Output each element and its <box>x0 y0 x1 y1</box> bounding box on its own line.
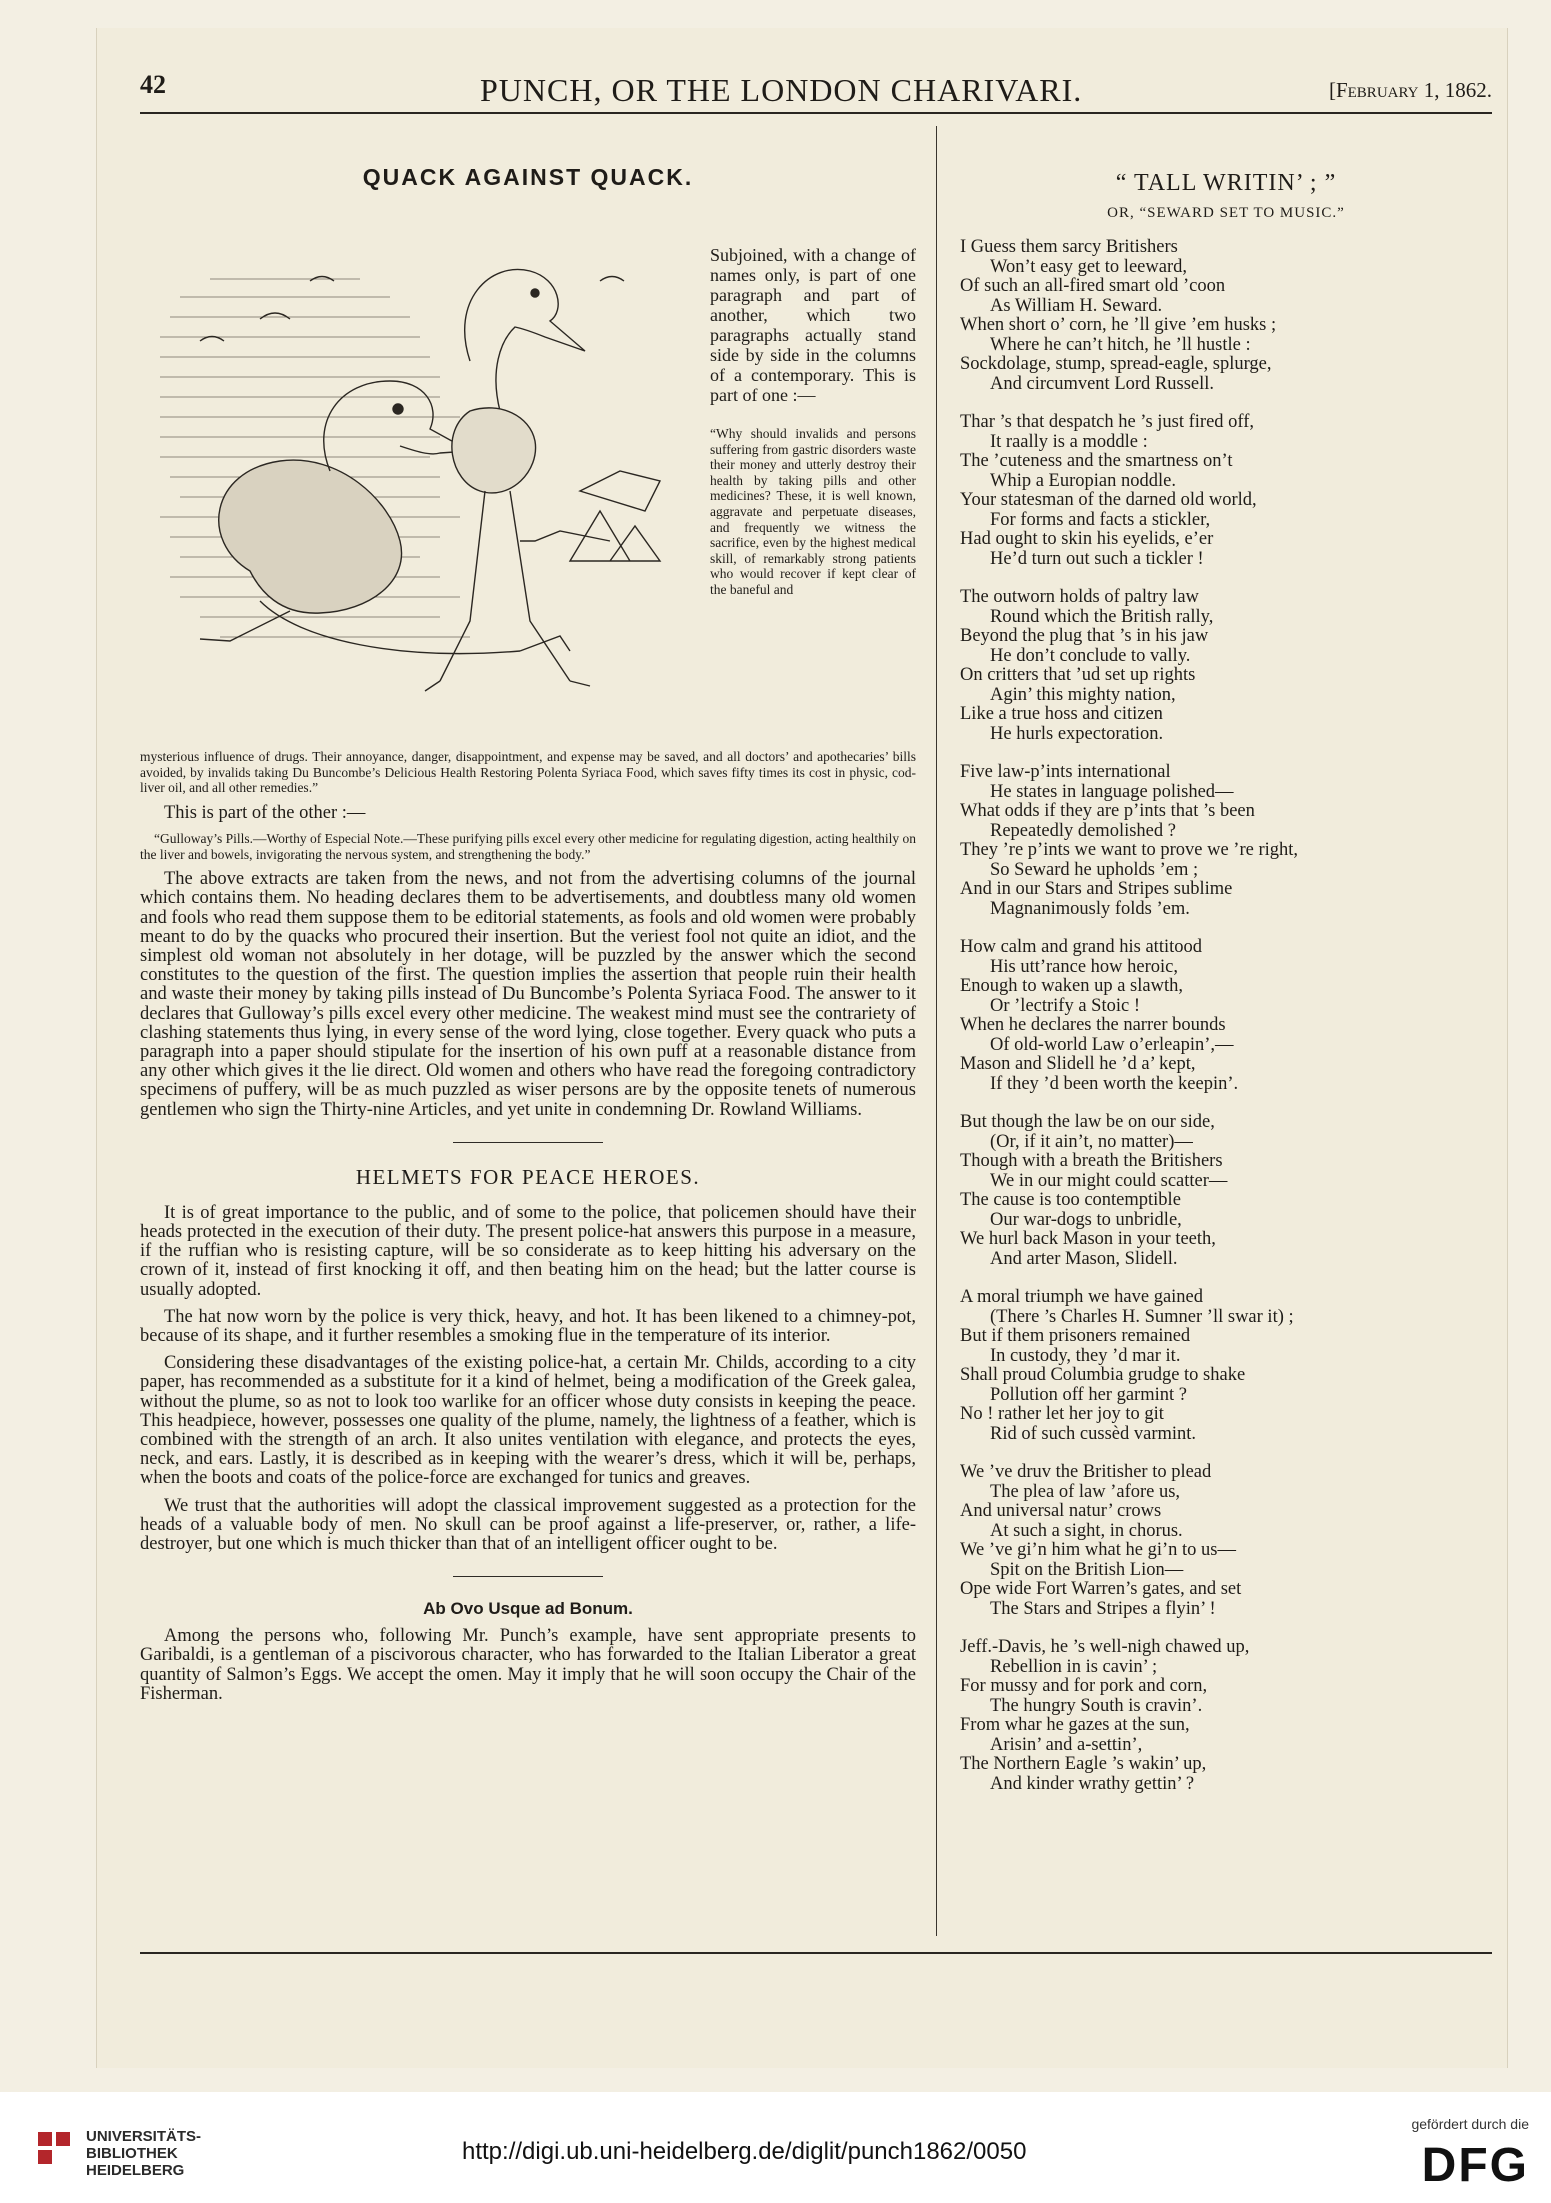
poem-line: Sockdolage, stump, spread-eagle, splurge, <box>960 354 1272 374</box>
poem-line: Agin’ this mighty nation, <box>990 684 1176 705</box>
poem-line: In custody, they ’d mar it. <box>990 1345 1181 1366</box>
helmets-paragraph: We trust that the authorities will adopt the classical improvement suggested as a protection for the heads of a valuable body of men. No skull can be proof against a life-preserver, or, rather, a life-destroyer, but one which is much thicker than that of an intelligent officer ought to be. <box>140 1495 916 1555</box>
poem-line: Five law-p’ints international <box>960 762 1171 782</box>
poem-line: Ope wide Fort Warren’s gates, and set <box>960 1579 1242 1599</box>
poem-stanza <box>960 1113 1492 1269</box>
poem-line: The Northern Eagle ’s wakin’ up, <box>960 1754 1207 1774</box>
quack-intro: Subjoined, with a change of names only, is part of one paragraph and part of another, which two paragraphs actually stand side by side in the columns of a contemporary. This is part of one :— <box>710 245 916 405</box>
poem-line: At such a sight, in chorus. <box>990 1520 1183 1541</box>
poem-line: Where he can’t hitch, he ’ll hustle : <box>990 334 1251 355</box>
poem-stanza <box>960 588 1492 744</box>
page-bottom-rule <box>140 1952 1492 1954</box>
poem-line: For mussy and for pork and corn, <box>960 1676 1208 1696</box>
poem-line: On critters that ’ud set up rights <box>960 665 1196 685</box>
poem-line: Spit on the British Lion— <box>990 1559 1184 1580</box>
masthead-title: PUNCH, OR THE LONDON CHARIVARI. <box>480 72 1083 108</box>
poem-line: Your statesman of the darned old world, <box>960 490 1257 510</box>
poem-line: And circumvent Lord Russell. <box>990 373 1215 394</box>
poem-line: Shall proud Columbia grudge to shake <box>960 1365 1246 1385</box>
source-link[interactable]: http://digi.ub.uni-heidelberg.de/diglit/punch1862/0050 <box>462 2138 1027 2165</box>
issue-date: [February 1, 1862. <box>1328 78 1492 102</box>
left-column <box>140 150 916 1712</box>
poem-line: Arisin’ and a-settin’, <box>990 1734 1143 1755</box>
poem-line: Had ought to skin his eyelids, e’er <box>960 529 1214 549</box>
poem-line: Won’t easy get to leeward, <box>990 256 1187 277</box>
poem-title: “ TALL WRITIN’ ; ” <box>1115 170 1337 196</box>
poem-line: Of old-world Law o’erleapin’,— <box>990 1034 1234 1055</box>
poem-line: How calm and grand his attitood <box>960 937 1202 957</box>
poem-stanza <box>960 1463 1492 1619</box>
poem-line: Rebellion in is cavin’ ; <box>990 1656 1158 1677</box>
quack-quote-one-continued: mysterious influence of drugs. Their annoyance, danger, disappointment, and expense may be saved, and all doctors’ and apothecaries’ bills avoided, by invalids taking Du Buncombe’s Delicious Health Restoring Polenta Syriaca Food, which saves fifty times its cost in physic, cod-liver oil, and all other remedies.” <box>140 749 916 796</box>
poem-line: Or ’lectrify a Stoic ! <box>990 995 1140 1016</box>
poem-line: He don’t conclude to vally. <box>990 645 1191 666</box>
helmets-paragraph: The hat now worn by the police is very thick, heavy, and hot. It has been likened to a chimney-pot, because of its shape, and it further resembles a smoking flue in the temperature of its interior. <box>140 1306 916 1347</box>
poem-line: The Stars and Stripes a flyin’ ! <box>990 1598 1216 1619</box>
poem-line: Though with a breath the Britishers <box>960 1151 1223 1171</box>
poem-line: The outworn holds of paltry law <box>960 587 1199 607</box>
ostrich-flamingo-illustration <box>140 241 695 711</box>
poem-line: Our war-dogs to unbridle, <box>990 1209 1182 1230</box>
funding-note: gefördert durch die <box>1411 2116 1529 2132</box>
poem-line: From whar he gazes at the sun, <box>960 1715 1190 1735</box>
poem-line: For forms and facts a stickler, <box>990 509 1211 530</box>
poem-line: Pollution off her garmint ? <box>990 1384 1187 1405</box>
poem-line: Magnanimously folds ’em. <box>990 898 1190 919</box>
column-divider <box>936 126 937 1936</box>
article-heading-ovo: Ab Ovo Usque ad Bonum. <box>423 1599 633 1619</box>
poem-line: So Seward he upholds ’em ; <box>990 859 1199 880</box>
poem-line: A moral triumph we have gained <box>960 1287 1204 1307</box>
right-column <box>960 150 1492 1813</box>
poem-line: His utt’rance how heroic, <box>990 956 1179 977</box>
poem-line: We in our might could scatter— <box>990 1170 1228 1191</box>
poem-line: The plea of law ’afore us, <box>990 1481 1181 1502</box>
page-number: 42 <box>140 70 166 99</box>
poem-line: And universal natur’ crows <box>960 1501 1162 1521</box>
poem-line: We hurl back Mason in your teeth, <box>960 1229 1216 1249</box>
poem-line: It raally is a moddle : <box>990 431 1148 452</box>
section-rule <box>453 1142 603 1143</box>
poem-line: No ! rather let her joy to git <box>960 1404 1164 1424</box>
poem-line: As William H. Seward. <box>990 295 1163 316</box>
poem-stanza <box>960 238 1492 394</box>
poem-subtitle: OR, “SEWARD SET TO MUSIC.” <box>1107 205 1345 221</box>
poem-line: The cause is too contemptible <box>960 1190 1181 1210</box>
quack-quote-two: “Gulloway’s Pills.—Worthy of Especial Note.—These purifying pills excel every other medicine for regulating digestion, acting healthily on the liver and bowels, invigorating the nervous system, and strengthening the body.” <box>140 830 916 862</box>
poem-line: Like a true hoss and citizen <box>960 704 1163 724</box>
poem-line: I Guess them sarcy Britishers <box>960 237 1178 257</box>
poem-line: (Or, if it ain’t, no matter)— <box>990 1131 1193 1152</box>
poem-line: We ’ve gi’n him what he gi’n to us— <box>960 1540 1236 1560</box>
helmets-paragraph: Considering these disadvantages of the existing police-hat, a certain Mr. Childs, according to a city paper, has recommended as a substitute for it a kind of helmet, being a modification of the Greek galea, without the plume, so as not to look too warlike for an officer whose duty consists in keeping the peace. This headpiece, however, possesses one quality of the plume, namely, the lightness of a feather, which is combined with the strength of an arch. It also unites ventilation with elegance, and protects the eyes, neck, and ears. Lastly, it is described as in keeping with the wearer’s dress, which it will be, perhaps, when the boots and coats of the police-force are exchanged for tunics and greaves. <box>140 1353 916 1489</box>
poem-line: Thar ’s that despatch he ’s just fired off, <box>960 412 1255 432</box>
poem-line: Round which the British rally, <box>990 606 1214 627</box>
poem-line: Of such an all-fired smart old ’coon <box>960 276 1226 296</box>
funder-logo: DFG <box>1421 2139 1529 2192</box>
poem-line: Enough to waken up a slawth, <box>960 976 1183 996</box>
poem-stanza <box>960 1638 1492 1794</box>
poem-line: When he declares the narrer bounds <box>960 1015 1226 1035</box>
poem-line: And in our Stars and Stripes sublime <box>960 879 1233 899</box>
poem-stanza <box>960 763 1492 919</box>
poem-stanza <box>960 938 1492 1094</box>
poem-line: He’d turn out such a tickler ! <box>990 548 1204 569</box>
poem-line: And kinder wrathy gettin’ ? <box>990 1773 1195 1794</box>
poem-line: Beyond the plug that ’s in his jaw <box>960 626 1209 646</box>
poem-line: And arter Mason, Slidell. <box>990 1248 1178 1269</box>
poem-line: Whip a Europian noddle. <box>990 470 1176 491</box>
quack-body: The above extracts are taken from the news, and not from the advertising columns of the journal which contains them. No heading declares them to be advertisements, and doubtless many old women and fools who read them suppose them to be editorial statements, as fools and old women were probably meant to do by the quacks who procured their insertion. But the veriest fool not quite an idiot, and the simplest old woman not absolutely in her dotage, will be puzzled by the answer which the second constitutes to the question of the first. The question implies the assertion that people ruin their health and waste their money by taking pills instead of Du Buncombe’s Polenta Syriaca Food. The answer to it declares that Gulloway’s pills excel every other medicine. The weakest mind must see the contrariety of clashing statements thus lying, in every sense of the word lying, close together. Every quack who puts a paragraph into a paper should stipulate for the insertion of his own puff at a reasonable distance from any other which gives it the lie direct. Old women and others who have read the foregoing contradictory specimens of puffery, will be as much puzzled as wiser persons are by the opposite tenets of numerous gentlemen who sign the Thirty-nine Articles, and yet unite in condemning Dr. Rowland Williams. <box>140 869 916 1120</box>
poem-stanza <box>960 1288 1492 1444</box>
poem-line: But though the law be on our side, <box>960 1112 1215 1132</box>
quack-quote-one: “Why should invalids and persons suffering from gastric disorders waste their money and utterly destroy their health by taking pills and other medicines? These, it is well known, aggravate and perpetuate diseases, and frequently we witness the sacrifice, even by the highest medical skill, of remarkably strong patients who would recover if kept clear of the baneful and <box>710 426 916 597</box>
library-logo-icon <box>36 2128 74 2168</box>
helmets-paragraph: It is of great importance to the public, and of some to the police, that policemen should have their heads protected in the execution of their duty. The present police-hat answers this purpose in a measure, if the ruffian who is resisting capture, will be so considerate as to keep hitting his adversary on the crown of it, instead of first knocking it off, and then beating him on the head; but the latter course is usually adopted. <box>140 1202 916 1300</box>
section-rule <box>453 1576 603 1577</box>
poem-line: When short o’ corn, he ’ll give ’em husks ; <box>960 315 1277 335</box>
poem-line: We ’ve druv the Britisher to plead <box>960 1462 1212 1482</box>
article-heading-helmets: HELMETS FOR PEACE HEROES. <box>355 1164 701 1189</box>
poem-line: Repeatedly demolished ? <box>990 820 1176 841</box>
ovo-paragraph: Among the persons who, following Mr. Punch’s example, have sent appropriate presents to Garibaldi, is a gentleman of a piscivorous character, who has forwarded to the Italian Liberator a great quantity of Salmon’s Eggs. We accept the omen. May it imply that he will soon occupy the Chair of the Fisherman. <box>140 1626 916 1704</box>
poem-body <box>960 238 1492 1794</box>
digitization-footer <box>0 2092 1551 2203</box>
poem-line: He hurls expectoration. <box>990 723 1164 744</box>
poem-line: He states in language polished— <box>990 781 1234 802</box>
article-heading-quack: QUACK AGAINST QUACK. <box>362 164 694 190</box>
poem-line: What odds if they are p’ints that ’s been <box>960 801 1255 821</box>
poem-line: They ’re p’ints we want to prove we ’re right, <box>960 840 1299 860</box>
library-name: UNIVERSITÄTS- BIBLIOTHEK HEIDELBERG <box>86 2128 202 2179</box>
poem-line: Rid of such cussèd varmint. <box>990 1423 1197 1444</box>
poem-line: If they ’d been worth the keepin’. <box>990 1073 1239 1094</box>
poem-line: The ’cuteness and the smartness on’t <box>960 451 1233 471</box>
poem-line: Mason and Slidell he ’d a’ kept, <box>960 1054 1196 1074</box>
poem-line: Jeff.-Davis, he ’s well-nigh chawed up, <box>960 1637 1250 1657</box>
poem-line: But if them prisoners remained <box>960 1326 1191 1346</box>
page-header <box>140 66 1492 114</box>
poem-line: The hungry South is cravin’. <box>990 1695 1203 1716</box>
poem-stanza <box>960 413 1492 569</box>
quack-other-lead: This is part of the other :— <box>164 802 366 823</box>
poem-line: (There ’s Charles H. Sumner ’ll swar it) ; <box>990 1306 1294 1327</box>
quack-illustration-block <box>140 201 916 749</box>
